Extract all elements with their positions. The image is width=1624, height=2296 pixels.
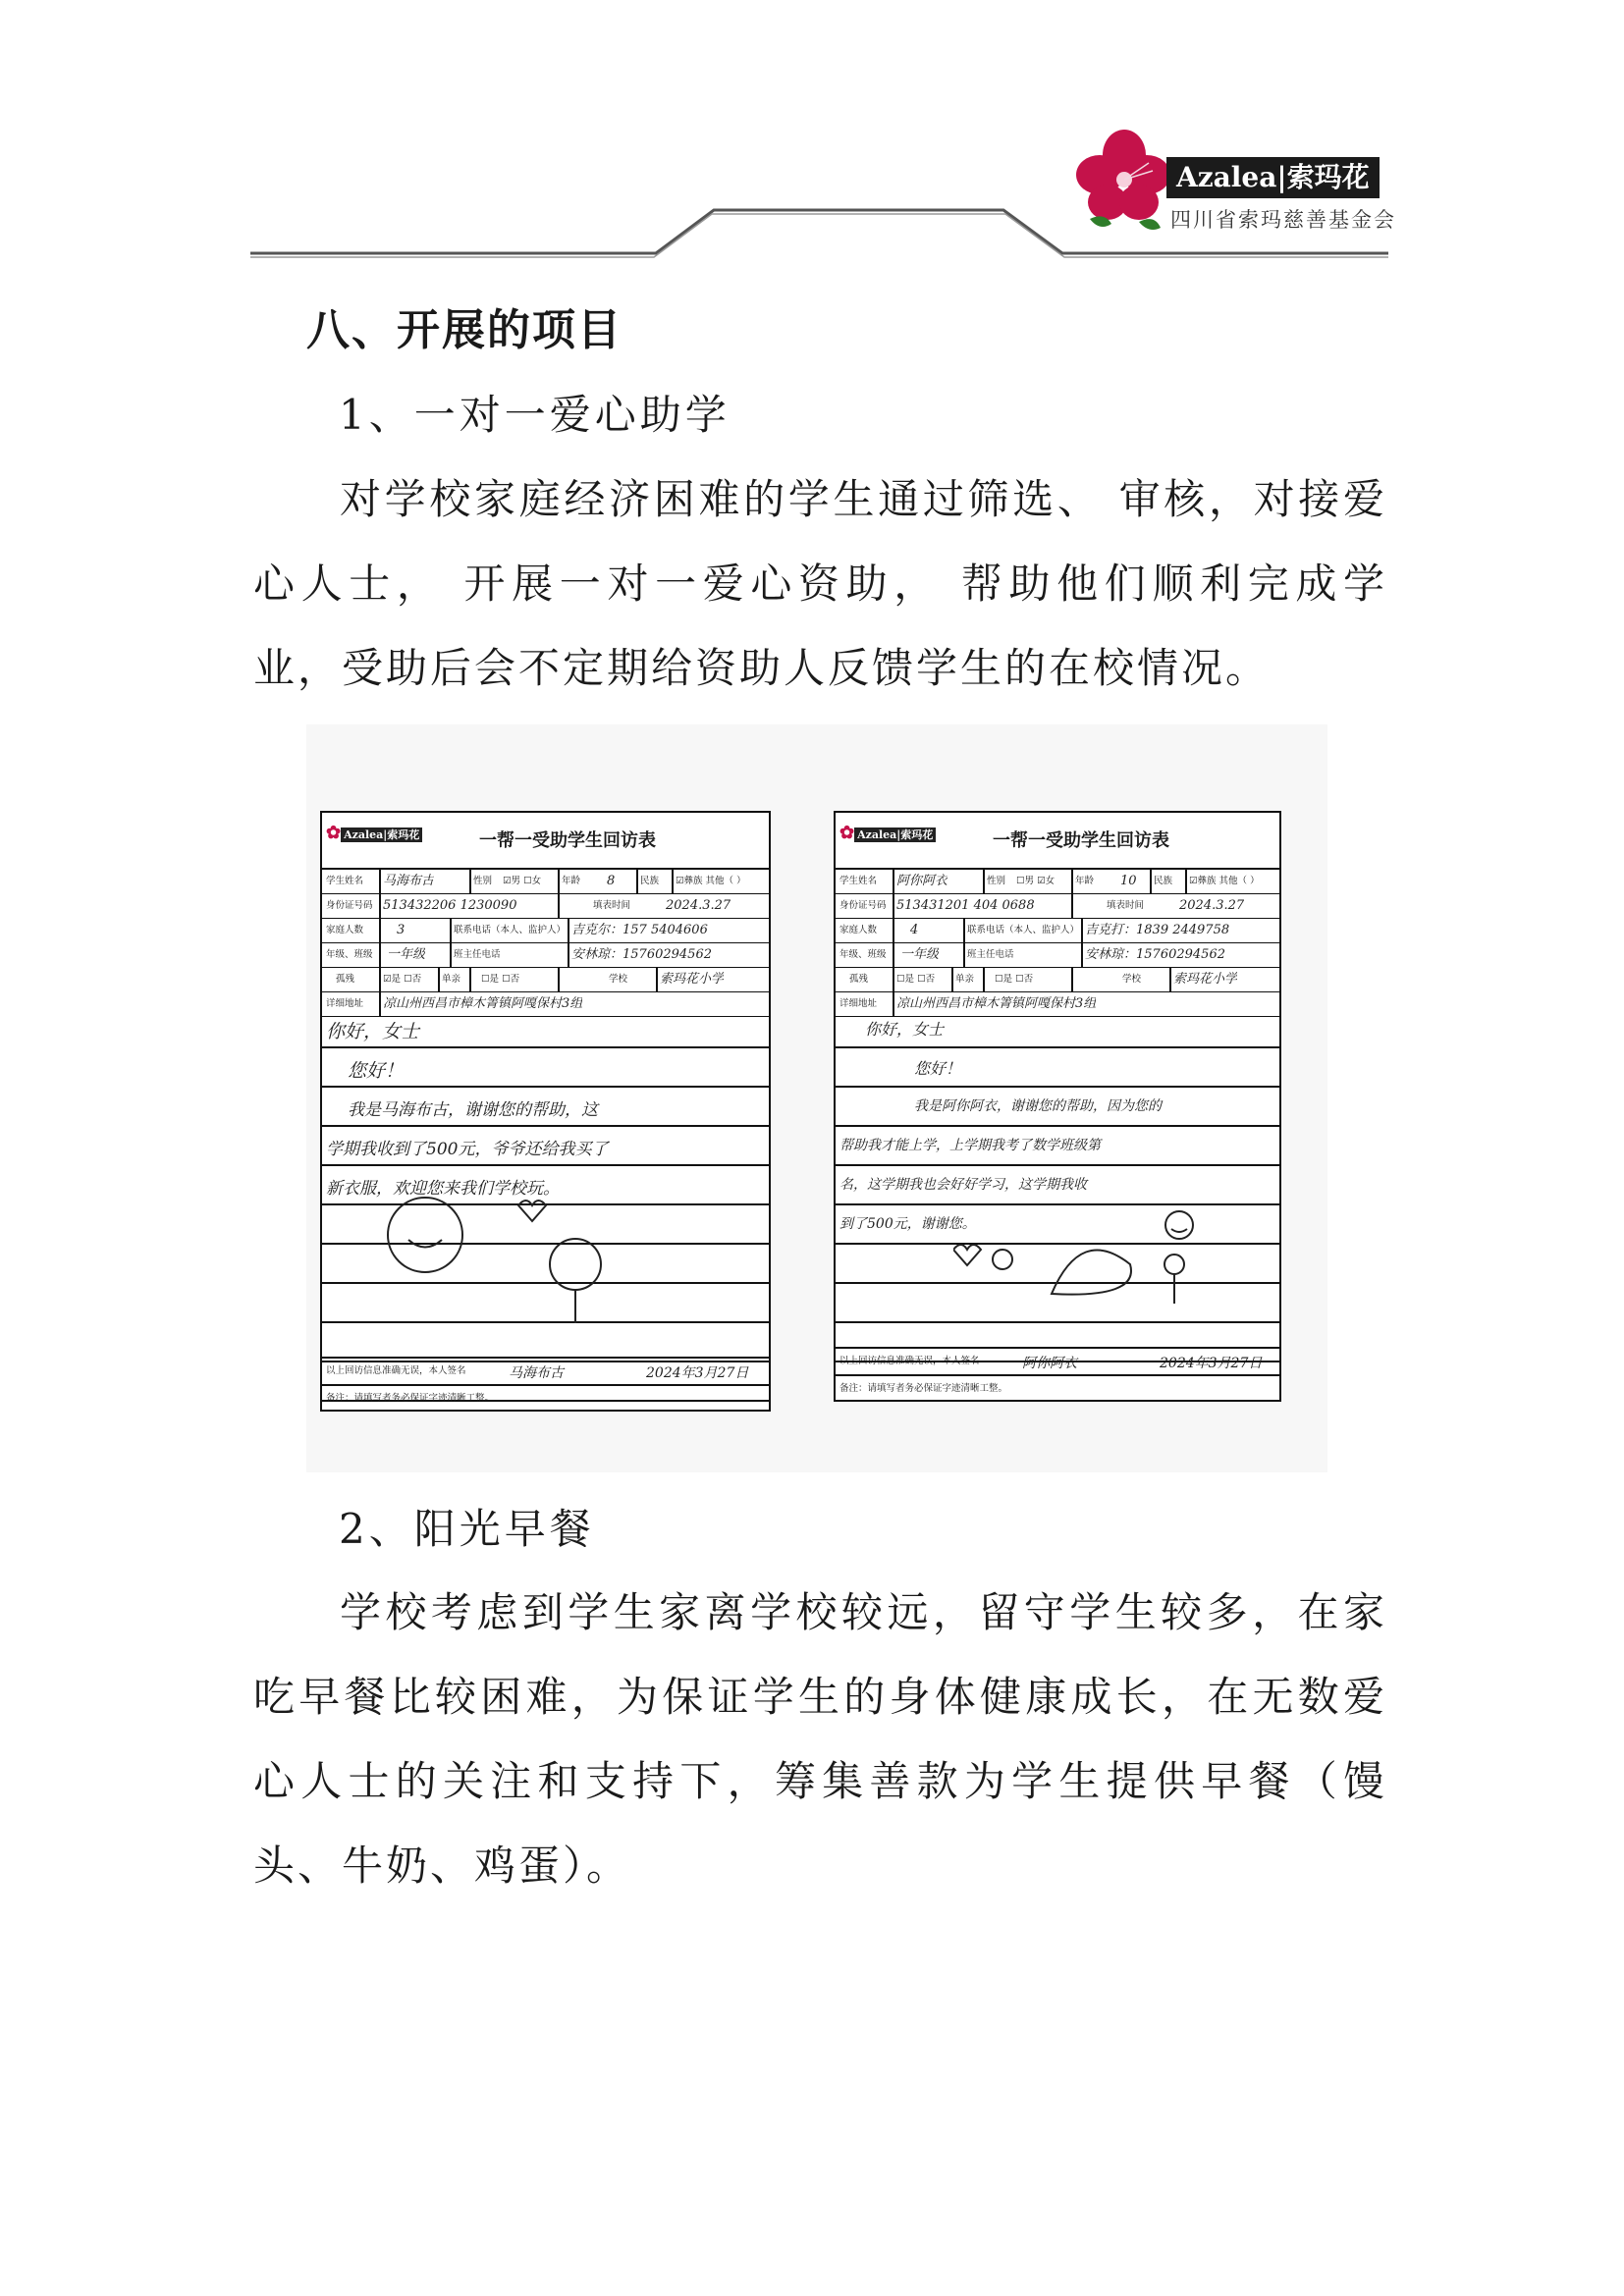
form-logo: ✿ Azalea|索玛花 [839, 823, 936, 843]
child-drawing [953, 1205, 1248, 1323]
form-title: 一帮一受助学生回访表 [993, 830, 1169, 851]
item2-heading: 2、阳光早餐 [339, 1505, 595, 1553]
visit-form-left: ✿ Azalea|索玛花 一帮一受助学生回访表 学生姓名 马海布古 性别 ☑男 ☐女 年龄 8 民族 ☑彝族 其他（ ） 身份证号码 513432206 1230090 填表时间 2024.3.27 家庭人数 3 联系电话（本人、监护人） 吉克尔：157 5404606 年级、班级 一年级 班主任电话 安林琼：15760294562 孤残 ☑是 ☐否 单亲 ☐是 ☐否 学校 索玛花小学 详细地址 凉山州西昌市樟木箐镇阿嘎保村3组 你好，女士 您好！ 我是马海布古，谢谢您的帮助，这 学期我收到了500元，爷爷还给我买了 新衣服，欢迎您来我们学校玩。 以上回访信息准确无误，本人签名 马海布古 2024年3月27日 备注：请填写者务必保证字迹清晰工整。 [320, 811, 771, 1412]
logo-org-name: 四川省索玛慈善基金会 [1170, 208, 1396, 232]
item2-paragraph: 学校考虑到学生家离学校较远，留守学生较多，在家吃早餐比较困难，为保证学生的身体健康成长，在无数爱心人士的关注和支持下，筹集善款为学生提供早餐（馒头、牛奶、鸡蛋）。 [253, 1588, 1387, 1890]
azalea-flower-icon [1070, 126, 1178, 239]
form-title: 一帮一受助学生回访表 [479, 830, 656, 851]
student-name: 马海布古 [383, 874, 435, 888]
letter-area: 你好，女士 您好！ 我是阿你阿衣，谢谢您的帮助，因为您的 帮助我才能上学，上学期我考了数学班级第 名，这学期我也会好好学习，这学期我收 到了500元，谢谢您。 [836, 1009, 1279, 1362]
item1-heading: 1、一对一爱心助学 [339, 391, 731, 439]
student-name: 阿你阿衣 [896, 874, 948, 888]
org-logo [1060, 118, 1396, 245]
child-drawing [381, 1186, 636, 1333]
letter-area: 你好，女士 您好！ 我是马海布古，谢谢您的帮助，这 学期我收到了500元，爷爷还给我买了 新衣服，欢迎您来我们学校玩。 [322, 1009, 769, 1402]
logo-brand: Azalea|索玛花 [1166, 157, 1380, 198]
section-title: 八、开展的项目 [306, 305, 623, 355]
form-logo: ✿ Azalea|索玛花 [326, 823, 422, 843]
item1-paragraph: 对学校家庭经济困难的学生通过筛选、 审核，对接爱心人士， 开展一对一爱心资助， 帮助他们顺利完成学业，受助后会不定期给资助人反馈学生的在校情况。 [253, 475, 1387, 692]
visit-form-right: ✿ Azalea|索玛花 一帮一受助学生回访表 学生姓名 阿你阿衣 性别 ☐男 ☑女 年龄 10 民族 ☑彝族 其他（ ） 身份证号码 513431201 404 0688 填表时间 2024.3.27 家庭人数 4 联系电话（本人、监护人） 吉克打：1839 2449758 年级、班级 一年级 班主任电话 安林琼：15760294562 孤残 ☐是 ☐否 单亲 ☐是 ☐否 学校 索玛花小学 详细地址 凉山州西昌市樟木箐镇阿嘎保村3组 你好，女士 您好！ 我是阿你阿衣，谢谢您的帮助，因为您的 帮助我才能上学，上学期我考了数学班级第 名，这学期我也会好好学习，这学期我收 到了500元，谢谢您。 以上回访信息准确无误，本人签名 阿你阿衣 2024年3月27日 备注：请填写者务必保证字迹清晰工整。 [834, 811, 1281, 1402]
